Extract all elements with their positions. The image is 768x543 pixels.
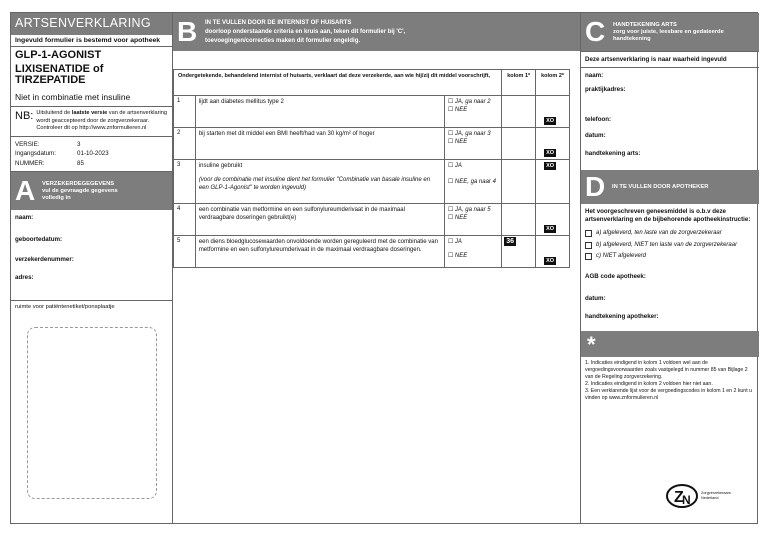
xo-marker: XO bbox=[546, 163, 555, 169]
option-b[interactable] bbox=[581, 240, 759, 252]
option-a[interactable] bbox=[581, 228, 759, 240]
row-options[interactable]: ☐ JA, ga naar 5 ☐ NEE bbox=[444, 204, 501, 236]
svg-text:Z: Z bbox=[674, 489, 684, 506]
section-a-header bbox=[11, 172, 172, 210]
svg-text:N: N bbox=[682, 493, 691, 507]
row-options[interactable]: ☐ JA, ga naar 2 ☐ NEE bbox=[444, 96, 501, 128]
kolom-1-cell bbox=[502, 236, 536, 268]
reimbursement-code: 36 bbox=[506, 238, 515, 245]
birthdate-field[interactable]: geboortedatum: bbox=[15, 236, 63, 243]
option-nee[interactable]: NEE bbox=[454, 107, 468, 113]
row-text: bij starten met dit middel een BMI heeft/had van 30 kg/m² of hoger bbox=[195, 128, 444, 160]
footnote-1: 1. Indicaties eindigend in kolom 1 voldoen wel aan de vergoedingsvoorwaarden zoals vastgelegd in nummer 85 van Bijlage 2 van de Regeling zorgverzekering. bbox=[585, 359, 748, 380]
section-b-letter: B bbox=[177, 16, 198, 47]
combination-note: Niet in combinatie met insuline bbox=[11, 86, 172, 107]
insured-number-field[interactable]: verzekerdenummer: bbox=[15, 256, 74, 263]
nb-text-pre: Uitsluitend de bbox=[36, 110, 72, 116]
section-c-sub2: handtekening bbox=[613, 35, 651, 42]
zn-logo bbox=[665, 483, 729, 509]
pharmacist-signature-field[interactable]: handtekening apotheker: bbox=[585, 312, 659, 320]
section-b-instruction-1: doorloop onderstaande criteria en kruis aan, teken dit formulier bij 'C', bbox=[205, 28, 406, 35]
drug-name-2: LIXISENATIDE of TIRZEPATIDE bbox=[15, 63, 104, 86]
option-ja[interactable]: JA, ga naar 3 bbox=[454, 131, 491, 137]
row-text: een combinatie van metformine en een sulfonylureumderivaat in de maximaal verdraagbare doseringen gebruikt(e) bbox=[195, 204, 444, 236]
column-c bbox=[581, 13, 759, 523]
row-number: 2 bbox=[174, 128, 196, 160]
option-nee[interactable]: NEE bbox=[454, 139, 468, 145]
section-b-instruction-2: toevoegingen/correcties maken dit formulier ongeldig. bbox=[205, 37, 361, 44]
row-options[interactable]: ☐ JA ☐ NEE, ga naar 4 bbox=[444, 160, 501, 204]
nb-note bbox=[11, 107, 172, 137]
column-b bbox=[173, 13, 581, 523]
option-c[interactable] bbox=[581, 251, 759, 263]
section-d-letter: D bbox=[585, 171, 606, 202]
criteria-header: Ondergetekende, behandelend internist of huisarts, verklaart dat deze verzekerde, aan wie hij/zij dit middel voorschrijft, bbox=[174, 70, 502, 96]
row-text: lijdt aan diabetes mellitus type 2 bbox=[195, 96, 444, 128]
practice-address-field[interactable]: praktijkadres: bbox=[585, 86, 626, 93]
nb-label: NB: bbox=[15, 110, 34, 122]
section-d-title: IN TE VULLEN DOOR APOTHEKER bbox=[612, 183, 709, 190]
row-number: 5 bbox=[174, 236, 196, 268]
column-a bbox=[11, 13, 173, 523]
section-a-sub1: vul de gevraagde gegevens bbox=[42, 187, 118, 194]
row-note: (voor de combinatie met insuline dient het formulier "Combinatie van basale insuline en een GLP-1-Agonist" te worden ingevuld) bbox=[198, 177, 431, 191]
criteria-row-4 bbox=[174, 204, 570, 236]
option-ja[interactable]: JA bbox=[454, 239, 462, 245]
kolom-2-cell bbox=[536, 204, 570, 236]
kolom-1-header: kolom 1* bbox=[502, 70, 536, 96]
option-nee[interactable]: NEE, ga naar 4 bbox=[454, 179, 496, 185]
footnote-2: 2. Indicaties eindigend in kolom 2 voldoen hier niet aan. bbox=[585, 380, 713, 387]
insured-name-field[interactable]: naam: bbox=[15, 214, 34, 221]
number-value: 85 bbox=[77, 159, 84, 167]
zn-logo-text: Zorgverzekeraars Nederland bbox=[701, 491, 731, 500]
xo-marker: XO bbox=[546, 258, 555, 264]
criteria-row-1 bbox=[174, 96, 570, 128]
row-number: 1 bbox=[174, 96, 196, 128]
option-a-checkbox[interactable] bbox=[585, 230, 592, 237]
section-a-letter: A bbox=[15, 175, 36, 206]
section-b-header bbox=[173, 13, 580, 51]
option-nee[interactable]: NEE bbox=[454, 253, 468, 259]
address-field[interactable]: adres: bbox=[15, 274, 34, 281]
row-text-group bbox=[195, 160, 444, 204]
kolom-2-header: kolom 2* bbox=[536, 70, 570, 96]
kolom-2-cell bbox=[536, 96, 570, 128]
section-b-title: IN TE VULLEN DOOR DE INTERNIST OF HUISARTS bbox=[205, 19, 352, 26]
row-number: 3 bbox=[174, 160, 196, 204]
criteria-table bbox=[173, 69, 570, 268]
row-options[interactable]: ☐ JA ☐ NEE bbox=[444, 236, 501, 268]
declaration-form bbox=[10, 12, 758, 524]
nb-text-post: van de artsenverklaring wordt geaccepteerd door de zorgverzekeraar. Controleer dit op http://www.znformulieren.nl bbox=[36, 110, 167, 131]
section-c-header bbox=[581, 13, 759, 51]
criteria-row-3 bbox=[174, 160, 570, 204]
drug-name-1: GLP-1-AGONIST bbox=[15, 49, 102, 61]
section-c-letter: C bbox=[585, 16, 606, 47]
row-options[interactable]: ☐ JA, ga naar 3 ☐ NEE bbox=[444, 128, 501, 160]
row-number: 4 bbox=[174, 204, 196, 236]
notes-star: * bbox=[581, 331, 759, 357]
option-ja[interactable]: JA, ga naar 2 bbox=[454, 99, 491, 105]
kolom-1-cell bbox=[502, 160, 536, 204]
kolom-1-cell bbox=[502, 204, 536, 236]
label-space-caption: ruimte voor patiëntenetiket/ponsplaatje bbox=[11, 300, 172, 313]
doctor-date-field[interactable]: datum: bbox=[585, 132, 606, 139]
xo-marker: XO bbox=[546, 150, 555, 156]
start-date-value: 01-10-2023 bbox=[77, 150, 109, 157]
footnote-3: 3. Een verklarende lijst voor de vergoedingscodes in kolom 1 en 2 kunt u vinden op www.znformulieren.nl bbox=[585, 387, 752, 401]
option-ja[interactable]: JA, ga naar 5 bbox=[454, 207, 491, 213]
doctor-name-field[interactable]: naam: bbox=[585, 72, 604, 79]
section-c-title: HANDTEKENING ARTS bbox=[613, 21, 677, 28]
section-d-header bbox=[581, 170, 759, 204]
option-b-label: b) afgeleverd, NIET ten laste van de zorgverzekeraar bbox=[596, 241, 738, 248]
row-text: insuline gebruikt bbox=[198, 163, 243, 169]
xo-marker: XO bbox=[546, 226, 555, 232]
version-label: VERSIE: bbox=[15, 140, 40, 148]
destination-note: Ingevuld formulier is bestemd voor apotheek bbox=[11, 35, 172, 47]
option-c-label: c) NIET afgeleverd bbox=[596, 253, 647, 259]
option-a-label: a) afgeleverd, ten laste van de zorgverzekeraar bbox=[596, 230, 722, 236]
kolom-1-cell bbox=[502, 128, 536, 160]
form-title: ARTSENVERKLARING bbox=[11, 13, 172, 35]
section-a-title: VERZEKERDEGEGEVENS bbox=[42, 180, 115, 187]
row-text: een diens bloedglucosewaarden onvoldoende worden gereguleerd met de combinatie van metformine en een sulfonylureumderivaat in de maximaal verdraagbare doseringen. bbox=[195, 236, 444, 268]
nb-text bbox=[33, 110, 168, 133]
option-ja[interactable]: JA bbox=[454, 163, 462, 169]
option-b-checkbox[interactable] bbox=[585, 242, 592, 249]
kolom-2-cell bbox=[536, 160, 570, 204]
agb-code-field[interactable]: AGB code apotheek: bbox=[585, 272, 646, 280]
doctor-signature-field[interactable]: handtekening arts: bbox=[585, 150, 641, 157]
option-nee[interactable]: NEE bbox=[454, 215, 468, 221]
option-c-checkbox[interactable] bbox=[585, 253, 592, 260]
pharmacy-intro: Het voorgeschreven geneesmiddel is o.b.v deze artsenverklaring en de bijbehorende apotheekinstructie: bbox=[585, 208, 751, 223]
number-label: NUMMER: bbox=[15, 159, 45, 167]
form-meta bbox=[11, 137, 172, 173]
kolom-2-cell bbox=[536, 128, 570, 160]
criteria-row-5 bbox=[174, 236, 570, 268]
nb-text-bold: laatste versie bbox=[71, 110, 108, 116]
truthfulness-statement: Deze artsenverklaring is naar waarheid ingevuld bbox=[581, 51, 759, 68]
kolom-1-cell bbox=[502, 96, 536, 128]
xo-marker: XO bbox=[546, 118, 555, 124]
criteria-row-2 bbox=[174, 128, 570, 160]
footnotes bbox=[581, 357, 759, 405]
version-value: 3 bbox=[77, 140, 81, 148]
zn-logo-icon bbox=[665, 483, 699, 509]
phone-field[interactable]: telefoon: bbox=[585, 116, 612, 123]
patient-label-area bbox=[27, 327, 157, 499]
pharmacy-date-field[interactable]: datum: bbox=[585, 294, 606, 302]
section-c-sub1: zorg voor juiste, leesbare en gedateerde bbox=[613, 28, 724, 35]
start-date-label: Ingangsdatum: bbox=[15, 150, 56, 157]
kolom-2-cell bbox=[536, 236, 570, 268]
section-a-sub2: volledig in bbox=[42, 194, 71, 201]
